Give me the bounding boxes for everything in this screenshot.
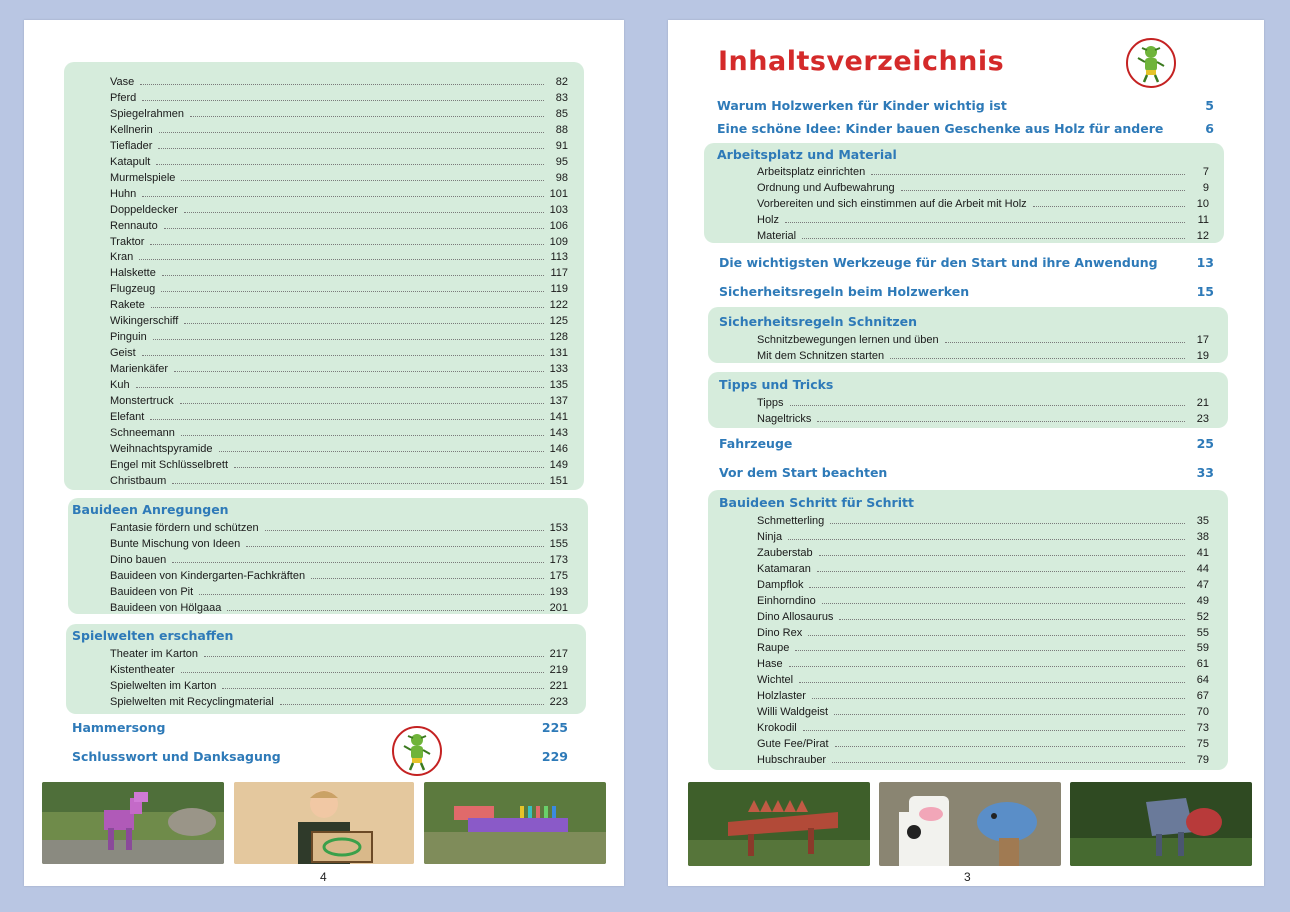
dot-leader: [227, 610, 543, 611]
dot-leader: [901, 190, 1185, 191]
toc-entry-page: 19: [1196, 350, 1209, 362]
toc-entry-page: 98: [555, 171, 568, 184]
toc-entry-title: Hase: [757, 658, 783, 671]
toc-entry-page: 128: [549, 331, 568, 344]
toc-row[interactable]: [110, 200, 568, 216]
dot-leader: [817, 571, 1185, 572]
toc-entry-title: Halskette: [110, 267, 156, 280]
dot-leader: [222, 688, 543, 689]
toc-entry-title: Tipps: [757, 397, 784, 409]
toc-entry-title: Holzlaster: [757, 690, 806, 703]
toc-entry-page: 61: [1196, 658, 1209, 671]
toc-entry-title: Fantasie fördern und schützen: [110, 522, 259, 534]
left-page: [24, 20, 624, 886]
dot-leader: [142, 100, 544, 101]
arbeitsplatz-title: Arbeitsplatz und Material: [717, 147, 897, 162]
toc-row[interactable]: [110, 676, 568, 692]
toc-entry-page: 117: [550, 267, 568, 280]
toc-entry-title: Bunte Mischung von Ideen: [110, 538, 241, 550]
werkzeuge-page: 13: [1196, 255, 1214, 270]
dot-leader: [140, 84, 544, 85]
toc-row[interactable]: [110, 104, 568, 120]
dot-leader: [172, 562, 543, 563]
dot-leader: [161, 291, 544, 292]
toc-row[interactable]: [110, 295, 568, 311]
toc-row[interactable]: [110, 263, 568, 279]
toc-entry-page: 221: [549, 680, 568, 692]
toc-entry-page: 9: [1202, 181, 1209, 194]
dot-leader: [184, 212, 544, 213]
toc-entry-page: 23: [1196, 412, 1209, 425]
dot-leader: [159, 132, 544, 133]
toc-row[interactable]: [110, 598, 568, 614]
toc-entry-title: Elefant: [110, 410, 145, 423]
toc-entry-page: 59: [1196, 642, 1209, 655]
dot-leader: [890, 358, 1185, 359]
toc-entry-page: 35: [1196, 515, 1209, 527]
photo-cow-and-elephant: [879, 782, 1061, 866]
dot-leader: [246, 546, 543, 547]
toc-row[interactable]: [757, 178, 1209, 194]
toc-entry-title: Raupe: [757, 642, 790, 655]
toc-entry-title: Weihnachtspyramide: [110, 442, 213, 455]
toc-row[interactable]: [110, 582, 568, 598]
dot-leader: [832, 762, 1185, 763]
toc-entry-page: 217: [549, 648, 568, 660]
toc-row[interactable]: [757, 194, 1209, 210]
toc-entry-page: 88: [555, 123, 568, 136]
toc-row[interactable]: [110, 247, 568, 263]
toc-row[interactable]: [757, 638, 1209, 654]
toc-entry-title: Material: [757, 229, 797, 242]
toc-entry-title: Nageltricks: [757, 412, 812, 425]
dot-leader: [174, 371, 544, 372]
toc-entry-title: Schmetterling: [757, 515, 825, 527]
toc-entry-page: 55: [1196, 626, 1209, 639]
toc-row[interactable]: [110, 471, 568, 487]
toc-entry-page: 101: [549, 187, 568, 200]
dot-leader: [180, 403, 544, 404]
toc-entry-page: 146: [549, 442, 568, 455]
dot-leader: [945, 342, 1185, 343]
photo-boy-with-board: [234, 782, 414, 864]
toc-entry-title: Bauideen von Pit: [110, 586, 194, 598]
toc-entry-page: 133: [549, 363, 568, 376]
toc-row[interactable]: [757, 734, 1209, 750]
toc-entry-title: Vase: [110, 76, 135, 88]
toc-entry-title: Traktor: [110, 235, 145, 248]
toc-row[interactable]: [110, 152, 568, 168]
toc-entry-title: Pinguin: [110, 331, 147, 344]
dot-leader: [234, 467, 544, 468]
toc-entry-title: Vorbereiten und sich einstimmen auf die Arbeit mit Holz: [757, 197, 1027, 210]
toc-entry-page: 64: [1196, 674, 1209, 687]
toc-entry-title: Ordnung und Aufbewahrung: [757, 181, 895, 194]
toc-row[interactable]: [757, 543, 1209, 559]
toc-row[interactable]: [110, 439, 568, 455]
schritt-title: Bauideen Schritt für Schritt: [719, 495, 914, 510]
toc-row[interactable]: [757, 654, 1209, 670]
toc-row[interactable]: [110, 327, 568, 343]
toc-entry-page: 113: [550, 251, 568, 264]
dot-leader: [799, 682, 1185, 683]
dot-leader: [839, 619, 1185, 620]
toc-entry-title: Mit dem Schnitzen starten: [757, 350, 885, 362]
toc-entry-title: Dampflok: [757, 578, 804, 591]
toc-row[interactable]: [757, 718, 1209, 734]
toc-entry-title: Ninja: [757, 530, 783, 543]
toc-entry-title: Dino bauen: [110, 554, 167, 566]
photo-wooden-crocodile: [424, 782, 606, 864]
toc-entry-page: 109: [549, 235, 568, 248]
toc-row[interactable]: [110, 232, 568, 248]
toc-entry-page: 44: [1196, 562, 1209, 575]
toc-row[interactable]: [110, 518, 568, 534]
photo-horse-figure: [42, 782, 224, 864]
mascot-logo-icon: [392, 726, 442, 776]
dot-leader: [802, 238, 1185, 239]
dot-leader: [219, 451, 544, 452]
dot-leader: [830, 523, 1185, 524]
toc-entry-title: Kuh: [110, 379, 130, 392]
toc-entry-title: Zauberstab: [757, 546, 813, 559]
dot-leader: [139, 259, 544, 260]
toc-entry-page: 91: [555, 139, 568, 152]
werkzeuge-title: Die wichtigsten Werkzeuge für den Start und ihre Anwendung: [719, 255, 1158, 270]
toc-row[interactable]: [757, 591, 1209, 607]
sicherheit-page: 15: [1196, 284, 1214, 299]
dot-leader: [1033, 206, 1185, 207]
dot-leader: [204, 656, 544, 657]
toc-entry-page: 41: [1196, 546, 1209, 559]
dot-leader: [790, 405, 1186, 406]
toc-row[interactable]: [110, 216, 568, 232]
fahrzeuge-title: Fahrzeuge: [719, 436, 793, 451]
dot-leader: [795, 650, 1185, 651]
toc-row[interactable]: [110, 279, 568, 295]
photo-wooden-animal: [1070, 782, 1252, 866]
toc-entry-page: 125: [549, 315, 568, 328]
toc-entry-title: Schneemann: [110, 426, 175, 439]
toc-entry-title: Monstertruck: [110, 395, 174, 407]
dot-leader: [819, 555, 1185, 556]
right-page-number: 3: [964, 870, 971, 884]
toc-entry-title: Einhorndino: [757, 594, 816, 607]
toc-entry-page: 21: [1196, 397, 1209, 409]
dot-leader: [164, 228, 544, 229]
dot-leader: [153, 339, 544, 340]
tipps-title: Tipps und Tricks: [719, 377, 834, 392]
dot-leader: [156, 164, 544, 165]
toc-entry-title: Wikingerschiff: [110, 315, 179, 328]
dot-leader: [181, 180, 544, 181]
dot-leader: [150, 419, 543, 420]
toc-row[interactable]: [757, 750, 1209, 766]
dot-leader: [817, 421, 1185, 422]
dot-leader: [809, 587, 1185, 588]
toc-row[interactable]: [110, 644, 568, 660]
toc-entry-title: Katapult: [110, 155, 151, 168]
toc-entry-title: Dino Allosaurus: [757, 610, 834, 623]
toc-row[interactable]: [110, 375, 568, 391]
bauideen-title: Bauideen Anregungen: [72, 502, 229, 517]
toc-row[interactable]: [757, 575, 1209, 591]
left-page-number: 4: [320, 870, 327, 884]
toc-row[interactable]: [757, 623, 1209, 639]
toc-entry-title: Doppeldecker: [110, 203, 178, 216]
intro-2-title: Eine schöne Idee: Kinder bauen Geschenke aus Holz für andere: [717, 121, 1164, 136]
photo-wooden-dinosaur: [688, 782, 870, 866]
toc-entry-page: 47: [1196, 578, 1209, 591]
vor-start-page: 33: [1196, 465, 1214, 480]
toc-row[interactable]: [757, 607, 1209, 623]
toc-entry-title: Wichtel: [757, 674, 794, 687]
toc-row[interactable]: [757, 686, 1209, 702]
toc-row[interactable]: [757, 702, 1209, 718]
toc-entry-title: Schnitzbewegungen lernen und üben: [757, 334, 939, 346]
vor-start-title: Vor dem Start beachten: [719, 465, 888, 480]
intro-2-page: 6: [1205, 121, 1214, 136]
toc-entry-page: 11: [1197, 213, 1209, 226]
toc-entry-page: 135: [549, 379, 568, 392]
toc-row[interactable]: [110, 359, 568, 375]
dot-leader: [190, 116, 544, 117]
toc-row[interactable]: [757, 330, 1209, 346]
toc-row[interactable]: [110, 343, 568, 359]
dot-leader: [142, 355, 544, 356]
toc-row[interactable]: [110, 660, 568, 676]
toc-entry-page: 85: [555, 107, 568, 120]
intro-1-page: 5: [1205, 98, 1214, 113]
toc-row[interactable]: [110, 311, 568, 327]
toc-entry-page: 141: [549, 410, 568, 423]
toc-entry-page: 131: [549, 347, 568, 360]
toc-entry-title: Huhn: [110, 187, 137, 200]
sicherheit-title: Sicherheitsregeln beim Holzwerken: [719, 284, 970, 299]
toc-entry-title: Engel mit Schlüsselbrett: [110, 458, 228, 471]
toc-entry-title: Flugzeug: [110, 283, 156, 296]
toc-entry-title: Krokodil: [757, 722, 797, 735]
toc-entry-page: 73: [1196, 722, 1209, 735]
toc-entry-page: 137: [549, 395, 568, 407]
dot-leader: [789, 666, 1185, 667]
toc-entry-title: Marienkäfer: [110, 363, 169, 376]
toc-entry-page: 38: [1196, 530, 1209, 543]
intro-1-title: Warum Holzwerken für Kinder wichtig ist: [717, 98, 1007, 113]
dot-leader: [311, 578, 544, 579]
dot-leader: [871, 174, 1185, 175]
dot-leader: [181, 435, 544, 436]
toc-row[interactable]: [110, 407, 568, 423]
toc-row[interactable]: [757, 393, 1209, 409]
toc-entry-page: 219: [549, 664, 568, 676]
toc-row[interactable]: [110, 168, 568, 184]
toc-row[interactable]: [757, 670, 1209, 686]
toc-entry-title: Kellnerin: [110, 123, 153, 136]
toc-row[interactable]: [757, 527, 1209, 543]
toc-entry-page: 151: [549, 474, 568, 487]
dot-leader: [822, 603, 1185, 604]
toc-entry-page: 70: [1196, 706, 1209, 719]
mascot-logo-icon: [1126, 38, 1176, 88]
dot-leader: [158, 148, 544, 149]
toc-entry-title: Spielwelten mit Recyclingmaterial: [110, 696, 274, 708]
toc-entry-page: 17: [1196, 334, 1209, 346]
dot-leader: [142, 196, 543, 197]
toc-entry-title: Arbeitsplatz einrichten: [757, 166, 866, 178]
toc-entry-page: 67: [1196, 690, 1209, 703]
toc-entry-title: Geist: [110, 347, 136, 360]
toc-row[interactable]: [757, 511, 1209, 527]
dot-leader: [136, 387, 544, 388]
dot-leader: [834, 714, 1185, 715]
spielwelten-title: Spielwelten erschaffen: [72, 628, 234, 643]
dot-leader: [172, 483, 543, 484]
toc-entry-page: 82: [555, 76, 568, 88]
toc-entry-title: Tieflader: [110, 139, 153, 152]
toc-entry-page: 153: [549, 522, 568, 534]
toc-entry-page: 223: [549, 696, 568, 708]
toc-entry-title: Murmelspiele: [110, 171, 176, 184]
toc-entry-page: 155: [549, 538, 568, 550]
toc-entry-page: 173: [549, 554, 568, 566]
page-title: Inhaltsverzeichnis: [718, 46, 1005, 77]
toc-entry-title: Holz: [757, 213, 780, 226]
fahrzeuge-page: 25: [1196, 436, 1214, 451]
toc-row[interactable]: [110, 692, 568, 708]
dot-leader: [162, 275, 544, 276]
dot-leader: [150, 244, 543, 245]
toc-entry-page: 95: [555, 155, 568, 168]
hammersong-page: 225: [541, 720, 568, 735]
toc-entry-title: Kran: [110, 251, 134, 264]
toc-row[interactable]: [757, 162, 1209, 178]
schnitzen-title: Sicherheitsregeln Schnitzen: [719, 314, 918, 329]
toc-entry-page: 75: [1196, 738, 1209, 751]
dot-leader: [199, 594, 543, 595]
toc-entry-title: Dino Rex: [757, 626, 803, 639]
toc-row[interactable]: [110, 120, 568, 136]
dot-leader: [808, 635, 1185, 636]
toc-row[interactable]: [110, 391, 568, 407]
right-page: [668, 20, 1264, 886]
toc-entry-page: 119: [550, 283, 568, 296]
hammersong-title: Hammersong: [72, 720, 166, 735]
dot-leader: [151, 307, 544, 308]
toc-entry-page: 79: [1196, 753, 1209, 766]
toc-row[interactable]: [110, 184, 568, 200]
toc-entry-title: Gute Fee/Pirat: [757, 738, 829, 751]
toc-entry-page: 49: [1196, 594, 1209, 607]
toc-entry-title: Katamaran: [757, 562, 811, 575]
dot-leader: [812, 698, 1185, 699]
toc-entry-page: 201: [549, 602, 568, 614]
toc-entry-page: 10: [1196, 197, 1209, 210]
dot-leader: [280, 704, 544, 705]
toc-row[interactable]: [757, 559, 1209, 575]
dot-leader: [265, 530, 544, 531]
toc-row[interactable]: [757, 409, 1209, 425]
toc-entry-title: Hubschrauber: [757, 753, 827, 766]
toc-entry-page: 7: [1202, 166, 1209, 178]
toc-entry-page: 106: [549, 219, 568, 232]
toc-entry-title: Willi Waldgeist: [757, 706, 829, 719]
schlusswort-title: Schlusswort und Danksagung: [72, 749, 281, 764]
toc-entry-title: Kistentheater: [110, 664, 175, 676]
toc-entry-title: Bauideen von Hölgaaa: [110, 602, 222, 614]
toc-entry-page: 149: [549, 458, 568, 471]
toc-entry-page: 193: [549, 586, 568, 598]
toc-row[interactable]: [110, 550, 568, 566]
toc-entry-title: Spiegelrahmen: [110, 107, 184, 120]
dot-leader: [835, 746, 1185, 747]
toc-entry-title: Rakete: [110, 299, 145, 312]
dot-leader: [803, 730, 1185, 731]
toc-entry-title: Rennauto: [110, 219, 158, 232]
toc-row[interactable]: [110, 72, 568, 88]
dot-leader: [788, 539, 1185, 540]
toc-entry-title: Pferd: [110, 91, 137, 104]
toc-row[interactable]: [757, 210, 1209, 226]
toc-row[interactable]: [110, 566, 568, 582]
toc-entry-page: 175: [549, 570, 568, 582]
toc-row[interactable]: [110, 423, 568, 439]
dot-leader: [785, 222, 1185, 223]
toc-row[interactable]: [757, 226, 1209, 242]
toc-entry-page: 83: [555, 91, 568, 104]
toc-entry-title: Spielwelten im Karton: [110, 680, 217, 692]
toc-row[interactable]: [110, 136, 568, 152]
dot-leader: [184, 323, 543, 324]
toc-entry-page: 12: [1196, 229, 1209, 242]
toc-entry-page: 143: [549, 426, 568, 439]
toc-entry-page: 103: [549, 203, 568, 216]
dot-leader: [181, 672, 544, 673]
toc-entry-page: 52: [1196, 610, 1209, 623]
schlusswort-page: 229: [541, 749, 568, 764]
toc-entry-page: 122: [549, 299, 568, 312]
toc-row[interactable]: [110, 455, 568, 471]
toc-row[interactable]: [757, 346, 1209, 362]
toc-row[interactable]: [110, 534, 568, 550]
toc-entry-title: Bauideen von Kindergarten-Fachkräften: [110, 570, 306, 582]
toc-entry-title: Theater im Karton: [110, 648, 199, 660]
toc-entry-title: Christbaum: [110, 474, 167, 487]
toc-row[interactable]: [110, 88, 568, 104]
